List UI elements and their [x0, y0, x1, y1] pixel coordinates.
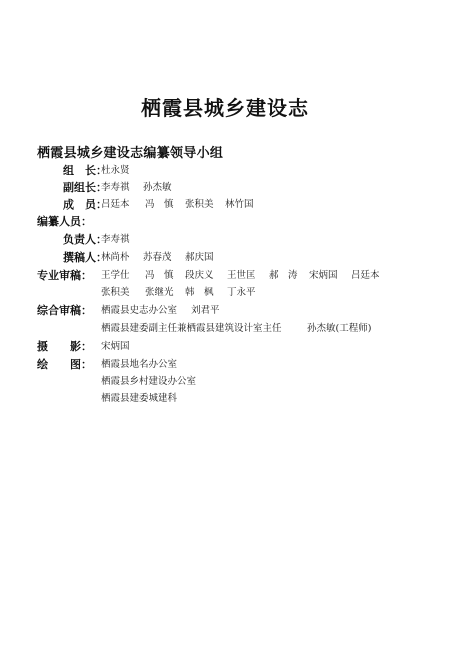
- drawing-label: 绘 图：: [37, 358, 92, 371]
- reviewer-name: 王学仕: [101, 270, 130, 281]
- reviewer-name: 吕廷本: [351, 270, 380, 281]
- photography-label: 摄 影：: [37, 340, 92, 353]
- reviewer-name: 郝 涛: [269, 270, 298, 281]
- reviewer-name: 宋炳国: [309, 270, 338, 281]
- reviewer-name: 张继光: [145, 287, 174, 298]
- deputy-leader-name: 孙杰敏: [143, 182, 172, 193]
- member-name: 林竹国: [225, 199, 254, 210]
- general-review-person: 刘君平: [191, 305, 220, 316]
- reviewer-name: 丁永平: [227, 287, 256, 298]
- page-title: 栖霞县城乡建设志: [141, 96, 309, 120]
- writer-name: 林尚朴: [101, 252, 130, 263]
- reviewer-name: 王世匡: [227, 270, 256, 281]
- member-name: 吕廷本: [101, 199, 130, 210]
- reviewer-name: 段庆义: [185, 270, 214, 281]
- staff-heading-label: 编纂人员：: [37, 215, 92, 228]
- member-name: 冯 慎: [145, 199, 174, 210]
- deputy-leader-name: 李寿祺: [101, 182, 130, 193]
- group-leader-label: 组 长：: [63, 164, 107, 177]
- writer-name: 苏春茂: [143, 252, 172, 263]
- drawing-org: 栖霞县地名办公室: [101, 359, 178, 370]
- person-in-charge-label: 负责人：: [63, 233, 107, 246]
- group-leader-name: 杜永贤: [101, 165, 130, 176]
- person-in-charge-name: 李寿祺: [101, 234, 130, 245]
- general-review-label: 综合审稿：: [37, 304, 92, 317]
- members-label: 成 员：: [63, 198, 107, 211]
- general-review-org: 栖霞县史志办公室: [101, 305, 178, 316]
- reviewer-name: 韩 枫: [185, 287, 214, 298]
- writer-name: 郝庆国: [185, 252, 214, 263]
- drawing-org: 栖霞县乡村建设办公室: [101, 376, 197, 387]
- general-review-org: 栖霞县建委副主任兼栖霞县建筑设计室主任: [101, 323, 282, 334]
- deputy-leader-label: 副组长：: [63, 181, 107, 194]
- member-name: 张积美: [185, 199, 214, 210]
- reviewer-name: 冯 慎: [145, 270, 174, 281]
- section-title: 栖霞县城乡建设志编纂领导小组: [37, 146, 224, 161]
- drawing-org: 栖霞县建委城建科: [101, 393, 178, 404]
- reviewers-label: 专业审稿：: [37, 269, 92, 282]
- reviewer-name: 张积美: [101, 287, 130, 298]
- photographer-name: 宋炳国: [101, 341, 130, 352]
- writers-label: 撰稿人：: [63, 251, 107, 264]
- general-review-person: 孙杰敏(工程师): [307, 323, 372, 334]
